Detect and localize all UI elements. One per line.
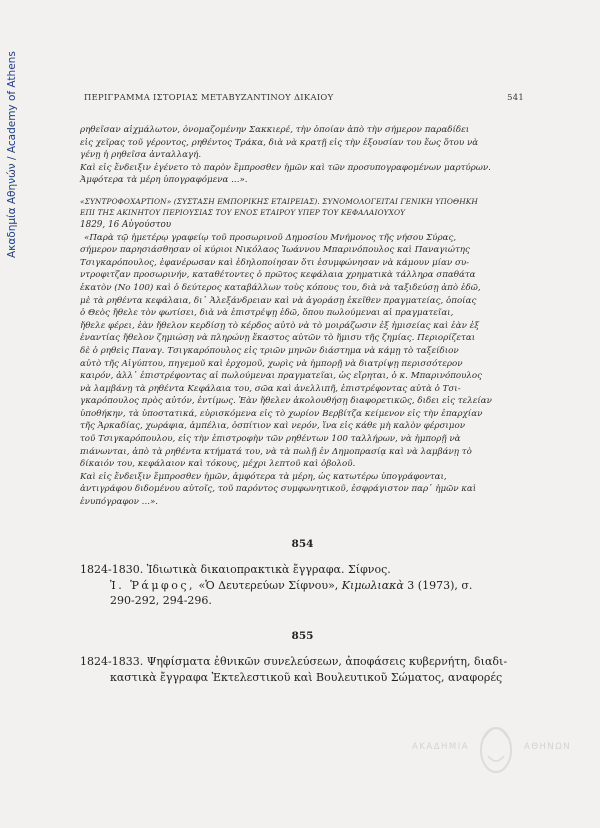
text-line: ρηθεῖσαν αἰχμάλωτον, ὀνομαζομένην Σακκιερέ, τὴν ὁποίαν ἀπὸ τὴν σήμερον παραδίδει	[80, 125, 470, 135]
text-line: σήμερον παρησιάσθησαν οἱ κύριοι Νικόλαος Ἰωάννου Μπαρινόπουλος καὶ Παναγιώτης	[80, 245, 470, 256]
watermark-text-right: ΑΘΗΝΩΝ	[524, 742, 572, 752]
text-line: δίκαιόν του, κεφάλαιον καὶ τόκους, μέχρι λεπτοῦ καὶ ὀβολοῦ.	[80, 459, 356, 470]
running-title: ΠΕΡΙΓΡΑΜΜΑ ΙΣΤΟΡΙΑΣ ΜΕΤΑΒΥΖΑΝΤΙΝΟΥ ΔΙΚΑΙΟΥ	[84, 92, 334, 102]
text-line: καιρόν, ἀλλ᾽ ἐπιστρέφοντας αἱ πωλούμεναι πραγματεῖαι, ὡς εἴρηται, ὁ κ. Μπαρινόπουλος	[80, 371, 483, 382]
text-line: γκαρόπουλος πρὸς αὐτόν, ἐντίμως. Ἐὰν ἤθελεν ἀκολουθήσῃ διαφορετικῶς, διδει εἰς τελείαν	[80, 396, 492, 407]
text-line: ἐναντίας ἤθελον ζημιώσῃ νὰ πληρώνῃ ἕκαστος αὐτῶν τὸ ἥμισυ τῆς ζημίας. Περιορίζεται	[80, 333, 476, 344]
text-line: ἐνυπόγραφον ...».	[80, 497, 159, 508]
subheading-line-1: «ΣΥΝΤΡΟΦΟΧΑΡΤΙΟΝ» (ΣΥΣΤΑΣΗ ΕΜΠΟΡΙΚΗΣ ΕΤΑΙΡΕΙΑΣ). ΣΥΝΟΜΟΛΟΓΕΙΤΑΙ ΓΕΝΙΚΗ ΥΠΟΘΗΚΗ	[80, 196, 478, 206]
text-line: εἰς χεῖρας τοῦ γέροντος, ρηθέντος Τράκα, διὰ νὰ κρατῇ εἰς τὴν ἐξουσίαν του ἕως ὅτου νὰ	[80, 137, 479, 148]
entry-855	[80, 654, 526, 685]
entry-number-855: 855	[291, 630, 314, 642]
text-line: γένῃ ἡ ρηθεῖσα ἀνταλλαγή.	[80, 150, 202, 161]
text-line: πιάνωνται, ἀπὸ τὰ ρηθέντα κτήματά του, νὰ τὰ πωλῇ ἐν Δημοπρασίᾳ καὶ νὰ λαμβάνῃ τὸ	[80, 446, 472, 457]
text-line: ἑκατὸν (No 100) καὶ ὁ δεύτερος καταβάλλων τοὺς κόπους του, διὰ νὰ ταξιδεύσῃ ἀπὸ ἐδῶ,	[80, 282, 481, 293]
entry-854-pages: 290-292, 294-296.	[110, 594, 212, 607]
text-line: ὁ Θεὸς ἤθελε τὸν φωτίσει, διὰ νὰ ἐπιστρέψῃ ἐδῶ, ὅπου πωλούμεναι αἱ πραγματεῖαι,	[80, 308, 454, 319]
text-line: Καὶ εἰς ἔνδειξιν ἐγένετο τὸ παρὸν ἔμπροσθεν ἡμῶν καὶ τῶν προσυπογραφομένων μαρτύρων.	[80, 162, 491, 173]
reference-journal: Κιμωλιακὰ	[341, 578, 404, 592]
text-line: Καὶ εἰς ἔνδειξιν ἔμπροσθεν ἡμῶν, ἀμφότερα τὰ μέρη, ὡς κατωτέρω ὑπογράφονται,	[80, 471, 447, 482]
athena-head-icon	[474, 716, 518, 778]
text-line: τοῦ Τσιγκαρόπουλου, εἰς τὴν ἐπιστροφὴν τῶν ρηθέντων 100 ταλλήρων, νὰ ἠμπορῇ νὰ	[80, 434, 461, 445]
entry-number-854: 854	[291, 538, 314, 550]
text-line: ἀντιγράφου διδομένου αὐτοῖς, τοῦ παρόντος συμφωνητικοῦ, ἐσφράγιστον παρ᾽ ἡμῶν καὶ	[80, 484, 477, 495]
text-line: Τσιγκαρόπουλος, ἐφανέρωσαν καὶ ἐδηλοποίησαν ὅτι ἐσυμφώνησαν νὰ κάμουν μίαν συ-	[80, 257, 470, 268]
entry-854-reference	[80, 578, 526, 594]
text-line: ἤθελε φέρει, ἐὰν ἤθελον κερδίσῃ τὸ κέρδος αὐτὸ νὰ τὸ μοιράζωσιν ἐξ ἡμισείας καὶ ἐὰν ἐξ	[80, 320, 480, 331]
document-date: 1829, 16 Αὐγούστου	[80, 219, 172, 230]
text-line: «Παρὰ τῷ ἡμετέρῳ γραφείῳ τοῦ προσωρινοῦ Δημοσίου Μνήμονος τῆς νήσου Σύρας,	[84, 232, 457, 243]
text-line: μὲ τὰ ρηθέντα κεφάλαια, δι᾽ Ἀλεξάνδρειαν καὶ νὰ ἀγοράσῃ ἐκεῖθεν πραγματείας, ὁποίας	[80, 295, 477, 306]
academy-side-label: Ακαδημία Αθηνών / Academy of Athens	[6, 51, 18, 259]
text-line: νὰ λαμβάνῃ τὰ ρηθέντα Κεφάλαια του, σῶα καὶ ἀνελλιπῆ, ἐπιστρέφοντας αὐτὰ ὁ Τσι-	[80, 383, 461, 394]
reference-title: «Ὁ Δευτερεύων Σίφνου»,	[194, 578, 342, 592]
text-line: ὑποθήκην, τὰ ὑποστατικά, εὑρισκόμενα εἰς τὸ χωρίον Βερβίτζα κείμενον εἰς τὴν ἐπαρχίαν	[80, 408, 483, 419]
text-line: δὲ ὁ ρηθεὶς Παναγ. Τσιγκαρόπουλος εἰς τριῶν μηνῶν διάστημα νὰ κάμῃ τὸ ταξείδιον	[80, 345, 459, 356]
document-body	[80, 124, 525, 509]
academy-watermark	[404, 716, 576, 782]
reference-volume: 3 (1973), σ.	[403, 578, 473, 592]
watermark-text-left: ΑΚΑΔΗΜΙΑ	[412, 742, 470, 752]
reference-author: Ἰ. Ῥάμφος,	[110, 578, 195, 592]
page-number: 541	[507, 92, 524, 102]
subheading-line-2: ΕΠΙ ΤΗΣ ΑΚΙΝΗΤΟΥ ΠΕΡΙΟΥΣΙΑΣ ΤΟΥ ΕΝΟΣ ΕΤΑΙΡΟΥ ΥΠΕΡ ΤΟΥ ΚΕΦΑΛΑΙΟΥΧΟΥ	[80, 208, 406, 218]
entry-854-heading: 1824-1830. Ἰδιωτικὰ δικαιοπρακτικὰ ἔγγραφα. Σίφνος.	[80, 563, 391, 576]
entry-854	[80, 562, 526, 609]
entry-855-heading-line-1: 1824-1833. Ψηφίσματα ἐθνικῶν συνελεύσεων, ἀποφάσεις κυβερνήτη, διαδι-	[80, 655, 508, 668]
text-line: ντροφιτζαν προσωρινήν, καταθέτοντες ὁ πρῶτος κεφάλαια χρηματικὰ τάλληρα σπαθάτα	[80, 270, 476, 281]
text-line: αὐτὸ τῆς Αἰγύπτου, πηγεμοῦ καὶ ἐρχομοῦ, χωρὶς νὰ ἠμπορῇ νὰ διατρίψῃ περισσότερον	[80, 358, 463, 369]
text-line: τῆς Ἀρκαδίας, χωράφια, ἀμπέλια, ὀσπίτιον καὶ νερόν, ἵνα εἰς κάθε μὴ καλὸν φέρσιμον	[80, 421, 465, 432]
text-line: Ἀμφότερα τὰ μέρη ὑπογραφόμενα ...».	[80, 175, 248, 186]
entry-855-heading-line-2: καστικὰ ἔγγραφα Ἐκτελεστικοῦ καὶ Βουλευτικοῦ Σώματος, αναφορές	[110, 670, 503, 684]
